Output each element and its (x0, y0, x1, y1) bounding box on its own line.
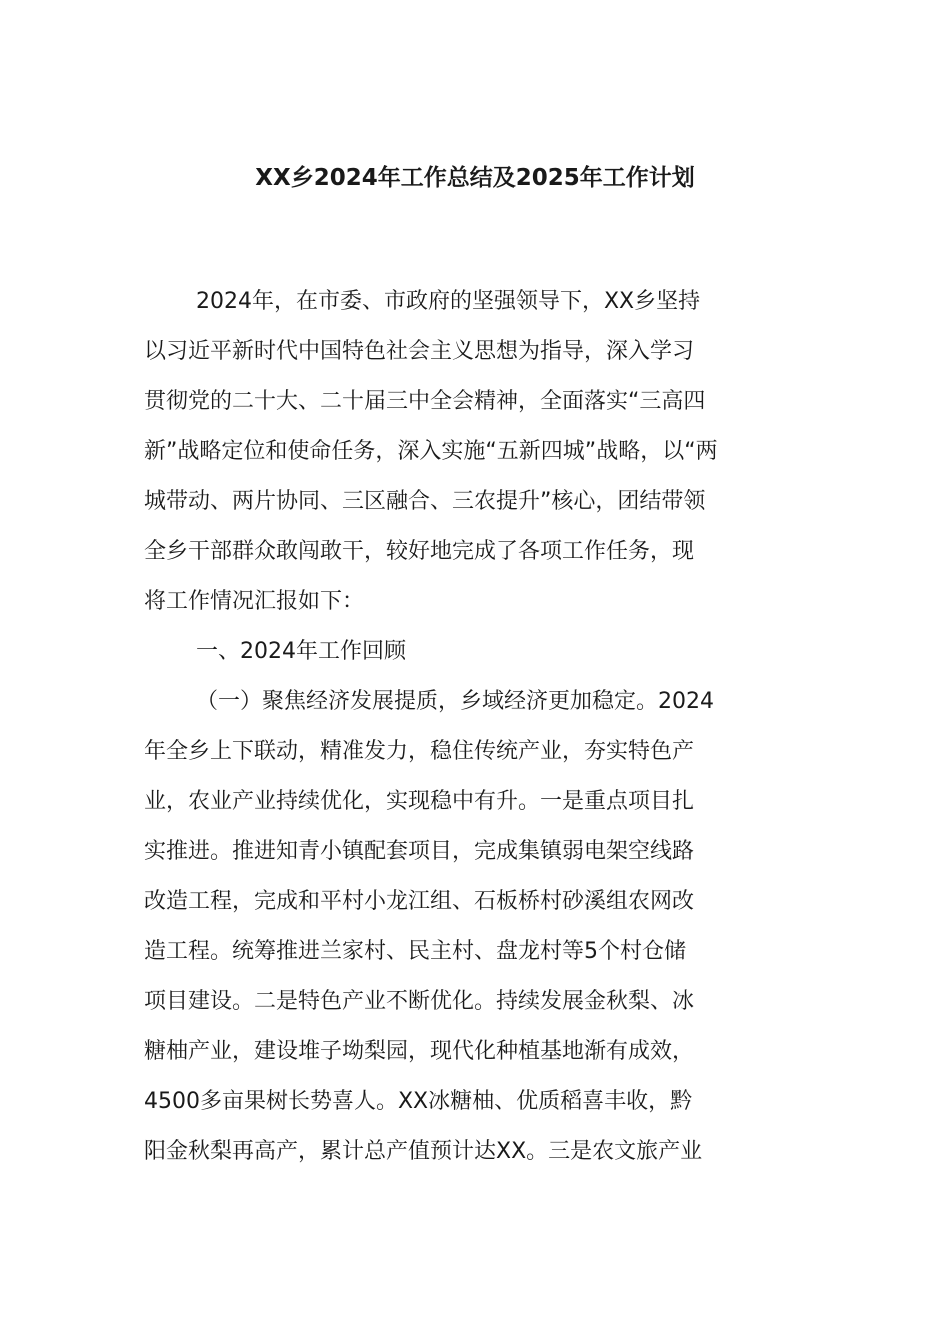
paragraph-line: 以习近平新时代中国特色社会主义思想为指导，深入学习 (144, 339, 695, 364)
paragraph-line: 造工程。统筹推进兰家村、民主村、盘龙村等5个村仓储 (144, 939, 686, 964)
paragraph-line: 年全乡上下联动，精准发力，稳住传统产业，夯实特色产 (144, 739, 695, 764)
paragraph-line: 糖柚产业，建设堆子坳梨园，现代化种植基地渐有成效， (144, 1039, 695, 1064)
paragraph-line: 2024年，在市委、市政府的坚强领导下，XX乡坚持 (196, 289, 701, 314)
paragraph-line: 项目建设。二是特色产业不断优化。持续发展金秋梨、冰 (144, 989, 695, 1014)
subsection-heading-line: （一）聚焦经济发展提质，乡域经济更加稳定。2024 (196, 689, 714, 714)
paragraph-line: 4500多亩果树长势喜人。XX冰糖柚、优质稻喜丰收，黔 (144, 1089, 693, 1114)
section-heading: 一、2024年工作回顾 (196, 639, 406, 664)
paragraph-line: 改造工程，完成和平村小龙江组、石板桥村砂溪组农网改 (144, 889, 695, 914)
paragraph-line: 阳金秋梨再高产，累计总产值预计达XX。三是农文旅产业 (144, 1139, 703, 1164)
paragraph-line: 实推进。推进知青小镇配套项目，完成集镇弱电架空线路 (144, 839, 695, 864)
paragraph-line: 贯彻党的二十大、二十届三中全会精神，全面落实“三高四 (144, 389, 706, 414)
document-title: XX乡2024年工作总结及2025年工作计划 (255, 165, 695, 191)
paragraph-line: 城带动、两片协同、三区融合、三农提升”核心，团结带领 (144, 489, 706, 514)
paragraph-line: 将工作情况汇报如下： (144, 589, 365, 614)
paragraph-line: 新”战略定位和使命任务，深入实施“五新四城”战略，以“两 (144, 439, 718, 464)
paragraph-line: 业，农业产业持续优化，实现稳中有升。一是重点项目扎 (144, 789, 695, 814)
paragraph-line: 全乡干部群众敢闯敢干，较好地完成了各项工作任务，现 (144, 539, 695, 564)
